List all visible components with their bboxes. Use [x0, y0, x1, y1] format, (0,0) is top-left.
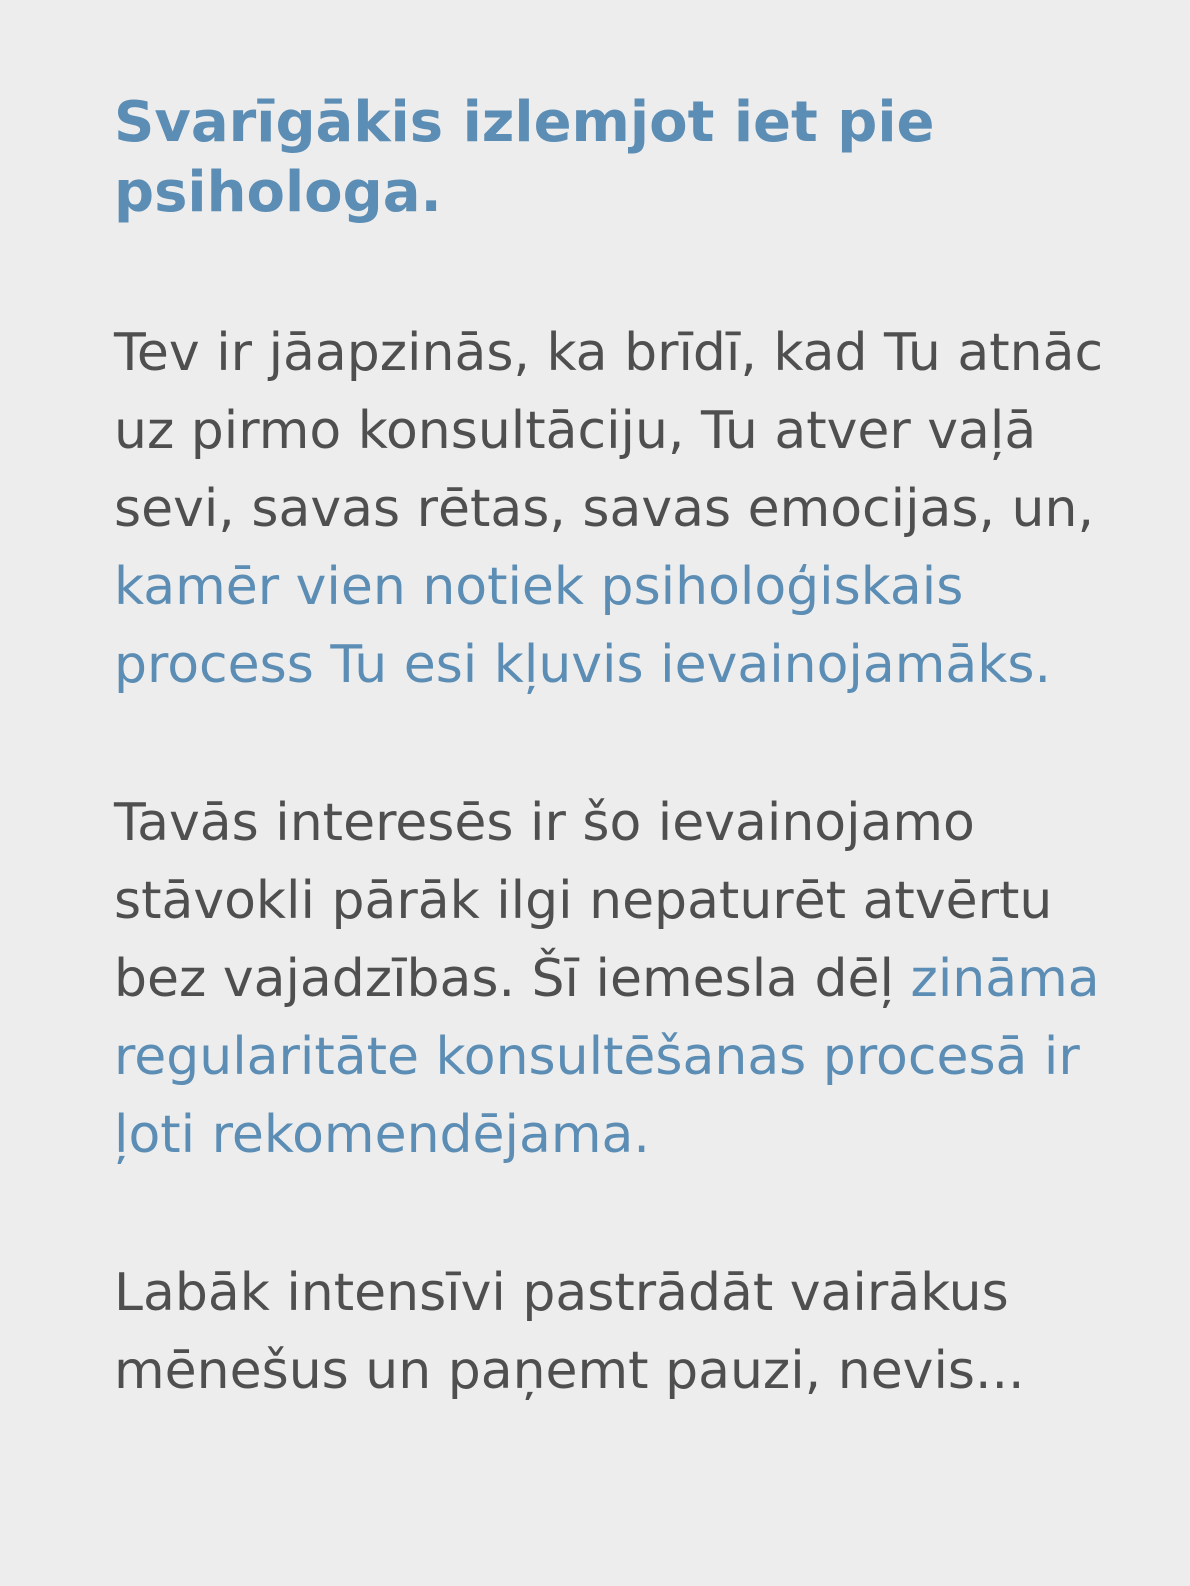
paragraph-2-text: Tavās interesēs ir šo ievainojamo stāvokli pārāk ilgi nepaturēt atvērtu bez vajadzības. Šī iemesla dēļ [114, 793, 1053, 1009]
paragraph-1-highlight: kamēr vien notiek psiholoģiskais process Tu esi kļuvis ievainojamāks. [114, 557, 1051, 695]
paragraph-1-text: Tev ir jāapzinās, ka brīdī, kad Tu atnāc uz pirmo konsultāciju, Tu atver vaļā sevi, savas rētas, savas emocijas, un, [114, 323, 1104, 539]
paragraph-1 [114, 314, 1110, 704]
paragraph-2 [114, 784, 1110, 1174]
page-title: Svarīgākis izlemjot iet pie psihologa. [114, 90, 935, 225]
paragraph-3: Labāk intensīvi pastrādāt vairākus mēnešus un paņemt pauzi, nevis... [114, 1263, 1025, 1401]
paragraph-2-highlight: zināma regularitāte konsultēšanas procesā ir ļoti rekomendējama. [114, 949, 1100, 1165]
